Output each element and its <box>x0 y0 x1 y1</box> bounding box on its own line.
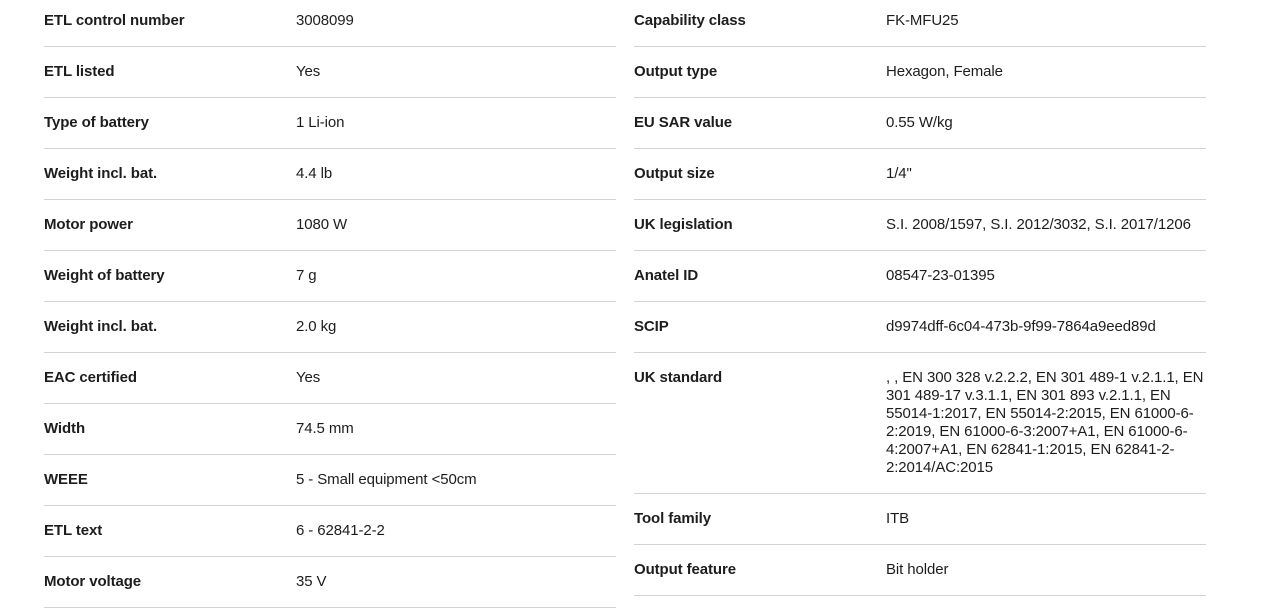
spec-row <box>44 557 616 608</box>
spec-row <box>634 545 1206 596</box>
spec-value: 4.4 lb <box>296 165 333 182</box>
spec-label: Type of battery <box>44 114 149 131</box>
spec-label: ETL listed <box>44 63 115 80</box>
spec-row <box>634 353 1206 494</box>
spec-label: Width <box>44 420 86 437</box>
spec-value: FK-MFU25 <box>886 12 959 29</box>
spec-value: S.I. 2008/1597, S.I. 2012/3032, S.I. 2017/1206 <box>886 216 1191 233</box>
spec-label: EAC certified <box>44 369 137 386</box>
spec-label: Output type <box>634 63 718 80</box>
spec-row <box>44 404 616 455</box>
spec-value: 08547-23-01395 <box>886 267 995 284</box>
spec-row <box>44 455 616 506</box>
spec-label: EU SAR value <box>634 114 732 131</box>
spec-value: 6 - 62841-2-2 <box>296 522 385 539</box>
spec-value: ITB <box>886 510 910 527</box>
spec-row <box>44 0 616 47</box>
spec-row <box>634 149 1206 200</box>
spec-value: 2.0 kg <box>296 318 337 335</box>
spec-value: , , EN 300 328 v.2.2.2, EN 301 489-1 v.2.1.1, EN 301 489-17 v.3.1.1, EN 301 893 v.2.1.1, EN 55014-1:2017, EN 55014-2:2015, EN 61000-6-2:2019, EN 61000-6-3:2007+A1, EN 61000-6-4:2007+A1, EN 62841-1:2015, EN 62841-2-2:2014/AC:2015 <box>886 369 1204 476</box>
spec-label: Anatel ID <box>634 267 699 284</box>
spec-value: 74.5 mm <box>296 420 354 437</box>
spec-value: Bit holder <box>886 561 949 578</box>
spec-label: UK standard <box>634 369 723 386</box>
spec-value: 7 g <box>296 267 317 284</box>
spec-row <box>634 47 1206 98</box>
spec-label: Weight incl. bat. <box>44 165 158 182</box>
spec-row <box>44 200 616 251</box>
spec-label: Output size <box>634 165 715 182</box>
spec-value: Yes <box>296 63 321 80</box>
spec-table-right <box>634 0 1206 596</box>
spec-row <box>44 98 616 149</box>
spec-label: Motor power <box>44 216 133 233</box>
spec-value: 5 - Small equipment <50cm <box>296 471 477 488</box>
spec-label: Weight incl. bat. <box>44 318 158 335</box>
spec-label: ETL text <box>44 522 103 539</box>
spec-value: 3008099 <box>296 12 354 29</box>
spec-label: Weight of battery <box>44 267 165 284</box>
spec-label: UK legislation <box>634 216 733 233</box>
spec-row <box>44 47 616 98</box>
spec-value: Hexagon, Female <box>886 63 1003 80</box>
spec-label: SCIP <box>634 318 669 335</box>
spec-label: WEEE <box>44 471 88 488</box>
spec-row <box>44 353 616 404</box>
spec-value: 35 V <box>296 573 327 590</box>
spec-label: Motor voltage <box>44 573 142 590</box>
spec-row <box>634 0 1206 47</box>
spec-label: Capability class <box>634 12 746 29</box>
spec-label: ETL control number <box>44 12 185 29</box>
spec-row <box>634 302 1206 353</box>
spec-value: 0.55 W/kg <box>886 114 953 131</box>
spec-row <box>634 251 1206 302</box>
spec-value: d9974dff-6c04-473b-9f99-7864a9eed89d <box>886 318 1156 335</box>
spec-row <box>44 251 616 302</box>
spec-label: Tool family <box>634 510 711 527</box>
spec-value: Yes <box>296 369 321 386</box>
spec-row <box>44 506 616 557</box>
spec-value: 1080 W <box>296 216 348 233</box>
spec-row <box>44 302 616 353</box>
spec-row <box>634 494 1206 545</box>
spec-label: Output feature <box>634 561 736 578</box>
spec-value: 1 Li-ion <box>296 114 345 131</box>
spec-table-left <box>44 0 616 608</box>
spec-value: 1/4" <box>886 165 912 182</box>
spec-row <box>634 200 1206 251</box>
spec-row <box>44 149 616 200</box>
spec-row <box>634 98 1206 149</box>
